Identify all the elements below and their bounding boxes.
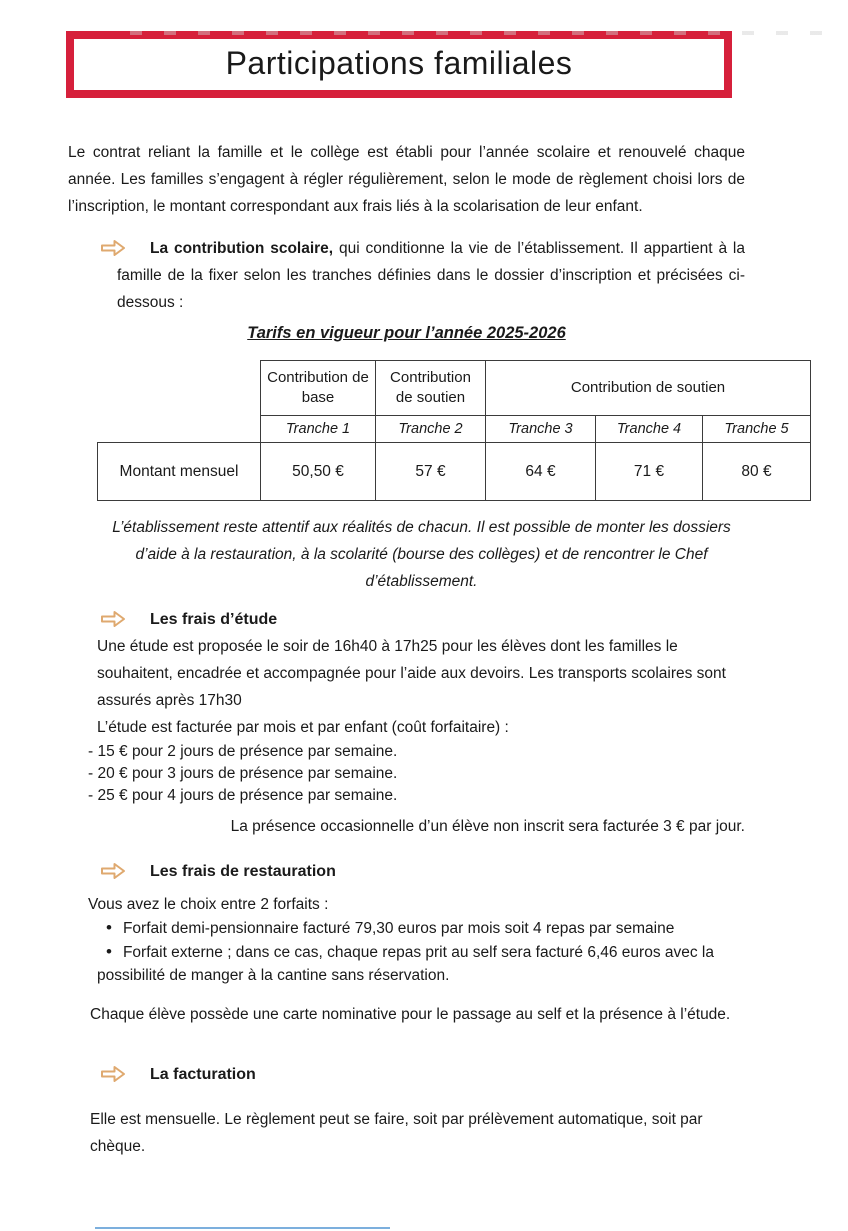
list-item-forfait-demi-pensionnaire: • Forfait demi-pensionnaire facturé 79,30 euros par mois soit 4 repas par semaine — [97, 916, 740, 940]
list-item-4-jours: - 25 € pour 4 jours de présence par semaine. — [88, 787, 398, 804]
table-header-contribution-base: Contribution de base — [261, 361, 376, 416]
section-heading-frais-restauration — [150, 858, 745, 885]
section-heading-label: Les frais d’étude — [150, 611, 278, 628]
table-header-tranche-5: Tranche 5 — [703, 416, 811, 443]
table-header-tranche-2: Tranche 2 — [376, 416, 486, 443]
tariff-table — [97, 360, 811, 501]
table-header-contribution-soutien: Contribution de soutien — [376, 361, 486, 416]
contribution-paragraph — [117, 235, 745, 316]
table-row-label: Montant mensuel — [98, 443, 261, 501]
section-heading-label: Les frais de restauration — [150, 863, 336, 880]
right-arrow-icon — [100, 609, 126, 629]
right-arrow-icon — [100, 1064, 126, 1084]
table-header-tranche-4: Tranche 4 — [596, 416, 703, 443]
table-ghost-cell — [98, 416, 261, 443]
restauration-intro: Vous avez le choix entre 2 forfaits : — [88, 896, 329, 913]
contribution-lead-bold: La contribution scolaire, — [150, 240, 334, 257]
establishment-note: L’établissement reste attentif aux réalités de chacun. Il est possible de monter les dossiers d’aide à la restauration, à la scolarité (bourse des collèges) et de rencontrer le Chef d’établissement. — [112, 519, 731, 590]
etude-paragraph-2: L’étude est facturée par mois et par enfant (coût forfaitaire) : — [97, 719, 509, 736]
table-amount-tranche-3: 64 € — [486, 443, 596, 501]
occasional-presence-note: La présence occasionnelle d’un élève non inscrit sera facturée 3 € par jour. — [230, 818, 745, 835]
table-row-montant-mensuel — [98, 443, 811, 501]
section-heading-facturation — [150, 1061, 745, 1088]
etude-price-list — [88, 741, 738, 807]
table-tranche-header-row — [98, 416, 811, 443]
list-item-3-jours: - 20 € pour 3 jours de présence par semaine. — [88, 765, 398, 782]
table-header-contribution-soutien-span: Contribution de soutien — [486, 361, 811, 416]
scan-artifact-strip — [130, 31, 830, 35]
right-arrow-icon — [100, 238, 126, 258]
table-amount-tranche-1: 50,50 € — [261, 443, 376, 501]
intro-paragraph: Le contrat reliant la famille et le collège est établi pour l’année scolaire et renouvelé chaque année. Les familles s’engagent à régler régulièrement, selon le mode de règlement choisi lors de l’inscription, le montant correspondant aux frais liés à la scolarisation de leur enfant. — [68, 144, 745, 215]
section-heading-frais-etude — [150, 606, 745, 633]
page-title: Participations familiales — [225, 45, 573, 81]
table-amount-tranche-5: 80 € — [703, 443, 811, 501]
restauration-options-list — [97, 916, 740, 987]
table-amount-tranche-2: 57 € — [376, 443, 486, 501]
title-box — [66, 31, 732, 98]
section-heading-label: La facturation — [150, 1066, 256, 1083]
list-item-2-jours: - 15 € pour 2 jours de présence par semaine. — [88, 743, 398, 760]
card-note: Chaque élève possède une carte nominative pour le passage au self et la présence à l’étude. — [90, 1006, 731, 1023]
contribution-lead-text: qui conditionne la vie de l’établissement. Il appartient à la famille de la fixer selon les tranches définies dans le dossier d’inscription et précisées ci-dessous : — [117, 240, 745, 311]
etude-paragraph-1: Une étude est proposée le soir de 16h40 à 17h25 pour les élèves dont les familles le souhaitent, encadrée et accompagnée pour l’aide aux devoirs. Les transports scolaires sont assurés après 17h30 — [97, 638, 726, 709]
table-ghost-cell — [98, 361, 261, 416]
footer-rule — [95, 1227, 390, 1229]
table-group-header-row — [98, 361, 811, 416]
table-amount-tranche-4: 71 € — [596, 443, 703, 501]
tariff-title: Tarifs en vigueur pour l’année 2025-2026 — [247, 324, 566, 342]
table-header-tranche-1: Tranche 1 — [261, 416, 376, 443]
right-arrow-icon — [100, 861, 126, 881]
facturation-text: Elle est mensuelle. Le règlement peut se faire, soit par prélèvement automatique, soit par chèque. — [90, 1111, 703, 1155]
document-page — [0, 31, 848, 1231]
list-item-forfait-externe: • Forfait externe ; dans ce cas, chaque repas prit au self sera facturé 6,46 euros avec la possibilité de manger à la cantine sans réservation. — [97, 940, 740, 987]
table-header-tranche-3: Tranche 3 — [486, 416, 596, 443]
